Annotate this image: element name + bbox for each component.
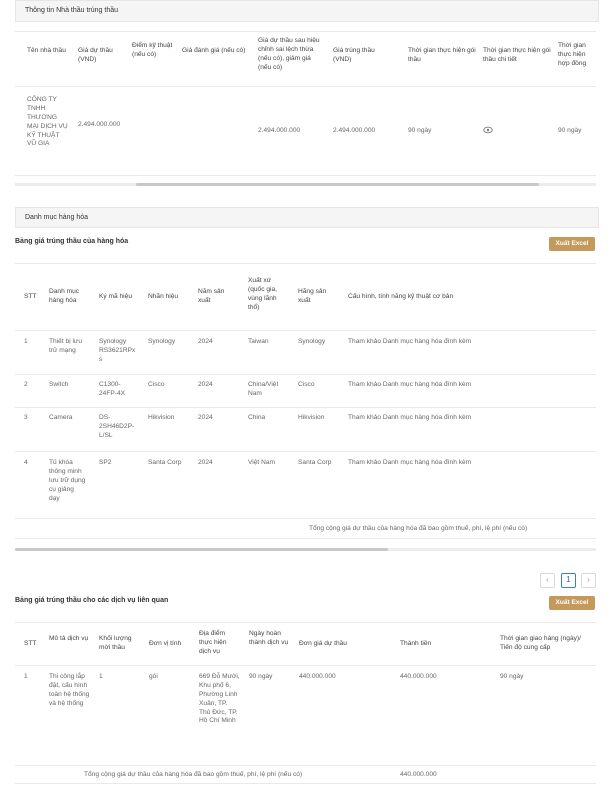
table-row	[15, 452, 596, 519]
goods-total-label: Tổng cộng giá dự thầu của hàng hóa đã bao gồm thuế, phí, lệ phí (nếu có)	[309, 525, 528, 532]
service-unit-price: 440.000.000	[299, 673, 336, 680]
services-export-excel-button[interactable]: Xuất Excel	[549, 596, 595, 610]
goods-brand: Synology	[148, 338, 176, 345]
goods-maker: Cisco	[298, 381, 315, 388]
service-desc: Thi công lắp đặt, cấu hình toàn hệ thống và hệ thống	[49, 673, 90, 707]
stt: 1	[24, 673, 28, 680]
bid-price: 2.494.000.000	[78, 121, 121, 128]
goods-section-header	[15, 207, 599, 228]
goods-origin: China	[248, 414, 266, 421]
goods-maker: Santa Corp	[298, 459, 332, 466]
pagination-page-1[interactable]: 1	[561, 573, 576, 588]
goods-year: 2024	[198, 414, 213, 421]
goods-brand: Cisco	[148, 381, 165, 388]
col-header: STT	[24, 640, 37, 647]
col-header: STT	[24, 293, 37, 300]
goods-name: Switch	[49, 381, 69, 388]
eye-icon[interactable]	[483, 126, 495, 135]
col-header: Tên nhà thầu	[27, 47, 66, 54]
stt: 3	[24, 414, 28, 421]
goods-year: 2024	[198, 459, 213, 466]
duration: 90 ngày	[408, 127, 432, 134]
col-header: Thời gian thực hiện gói thầu	[408, 47, 476, 63]
adjusted-price: 2.494.000.000	[258, 127, 301, 134]
scrollbar-thumb[interactable]	[15, 548, 388, 551]
goods-scrollbar[interactable]	[15, 548, 596, 551]
goods-name: Thiết bị lưu trữ mạng	[49, 338, 83, 354]
services-table-title: Bảng giá trúng thầu cho các dịch vụ liên quan	[15, 597, 169, 604]
services-header-row	[15, 622, 596, 666]
stt: 2	[24, 381, 28, 388]
goods-brand: Hikvision	[148, 414, 175, 421]
contractor-scrollbar[interactable]	[15, 183, 596, 186]
contractor-name: CÔNG TY TNHH THƯƠNG MẠI DỊCH VỤ KỸ THUẬT VŨ GIA	[27, 96, 68, 148]
service-qty: 1	[99, 673, 103, 680]
goods-table	[15, 263, 596, 539]
table-row	[15, 666, 596, 766]
service-delivery: 90 ngày	[500, 673, 524, 680]
scrollbar-thumb[interactable]	[136, 183, 539, 186]
goods-maker: Hikvision	[298, 414, 325, 421]
goods-origin: Việt Nam	[248, 459, 275, 466]
col-header: Mô tả dịch vụ	[49, 635, 89, 642]
contractor-section-header	[15, 0, 599, 22]
col-header: Ký mã hiệu	[99, 293, 132, 300]
goods-name: Camera	[49, 414, 73, 421]
goods-total-row	[15, 519, 596, 539]
col-header: Đơn vị tính	[149, 640, 182, 647]
goods-year: 2024	[198, 338, 213, 345]
col-header: Điểm kỹ thuật (nếu có)	[132, 42, 173, 58]
col-header: Địa điểm thực hiện dịch vụ	[199, 630, 227, 655]
col-header: Đơn giá dự thầu	[299, 640, 347, 647]
col-header: Năm sản xuất	[198, 288, 225, 304]
services-total-label: Tổng cộng giá dự thầu của hàng hóa đã bao gồm thuế, phí, lệ phí (nếu có)	[84, 771, 303, 778]
pagination-next-button[interactable]: ›	[581, 573, 596, 588]
col-header: Giá đánh giá (nếu có)	[182, 47, 246, 54]
col-header: Ngày hoàn thành dịch vụ	[249, 630, 289, 646]
table-row	[15, 408, 596, 452]
goods-export-excel-button[interactable]: Xuất Excel	[549, 237, 595, 251]
col-header: Cấu hình, tính năng kỹ thuật cơ bản	[348, 293, 454, 300]
col-header: Danh mục hàng hóa	[49, 288, 80, 304]
col-header: Thời gian thực hiện gói thầu chi tiết	[483, 47, 551, 63]
service-unit: gói	[149, 673, 158, 680]
pagination-prev-button[interactable]: ‹	[540, 573, 555, 588]
col-header: Giá dự thầu sau hiệu chỉnh sai lệch thừa (nếu có), giảm giá (nếu có)	[258, 37, 320, 71]
col-header: Thành tiền	[400, 640, 432, 647]
services-total-row	[15, 766, 596, 784]
goods-year: 2024	[198, 381, 213, 388]
table-row	[15, 331, 596, 375]
goods-code: SP2	[99, 459, 112, 466]
goods-spec: Tham khảo Danh mục hàng hóa đính kèm	[348, 338, 472, 345]
contractor-table	[15, 31, 596, 176]
goods-name: Tủ khóa thông minh lưu trữ dụng cụ giảng dạy	[49, 459, 86, 502]
col-header: Hãng sản xuất	[298, 288, 327, 304]
goods-origin: Taiwan	[248, 338, 269, 345]
col-header: Khối lượng mời thầu	[99, 635, 132, 651]
goods-code: C1300-24FP-4X	[99, 381, 126, 397]
goods-spec: Tham khảo Danh mục hàng hóa đính kèm	[348, 414, 472, 421]
goods-table-title: Bảng giá trúng thầu của hàng hóa	[15, 238, 129, 245]
col-header: Giá dự thầu (VND)	[78, 47, 113, 63]
col-header: Xuất xứ (quốc gia, vùng lãnh thổ)	[248, 277, 277, 311]
goods-code: Synology RS3621RPxs	[99, 338, 136, 363]
contract-duration: 90 ngày	[558, 127, 582, 134]
col-header: Giá trúng thầu (VND)	[333, 47, 375, 63]
goods-code: DS-2SH46D2P-L/SL	[99, 414, 135, 439]
contractor-row	[15, 87, 596, 176]
contractor-section-title: Thông tin Nhà thầu trúng thầu	[25, 7, 119, 15]
col-header: Thời gian thực hiện hợp đồng	[558, 42, 587, 67]
col-header: Thời gian giao hàng (ngày)/ Tiến độ cung cấp	[500, 635, 581, 651]
stt: 4	[24, 459, 28, 466]
goods-section-title: Danh mục hàng hóa	[25, 213, 89, 221]
service-complete: 90 ngày	[249, 673, 273, 680]
contractor-header-row	[15, 31, 596, 87]
goods-spec: Tham khảo Danh mục hàng hóa đính kèm	[348, 459, 472, 466]
table-row	[15, 375, 596, 408]
goods-spec: Tham khảo Danh mục hàng hóa đính kèm	[348, 381, 472, 388]
service-amount: 440.000.000	[400, 673, 437, 680]
col-header: Nhãn hiệu	[148, 293, 179, 300]
goods-origin: China/Việt Nam	[248, 381, 279, 397]
services-table	[15, 622, 596, 784]
goods-brand: Santa Corp	[148, 459, 182, 466]
goods-header-row	[15, 263, 596, 331]
services-total-value: 440.000.000	[400, 771, 437, 778]
award-price: 2.494.000.000	[333, 127, 376, 134]
stt: 1	[24, 338, 28, 345]
goods-maker: Synology	[298, 338, 326, 345]
service-location: 669 Đỗ Mười, Khu phố 6, Phường Linh Xuân, TP. Thủ Đức, TP. Hồ Chí Minh	[199, 673, 240, 725]
